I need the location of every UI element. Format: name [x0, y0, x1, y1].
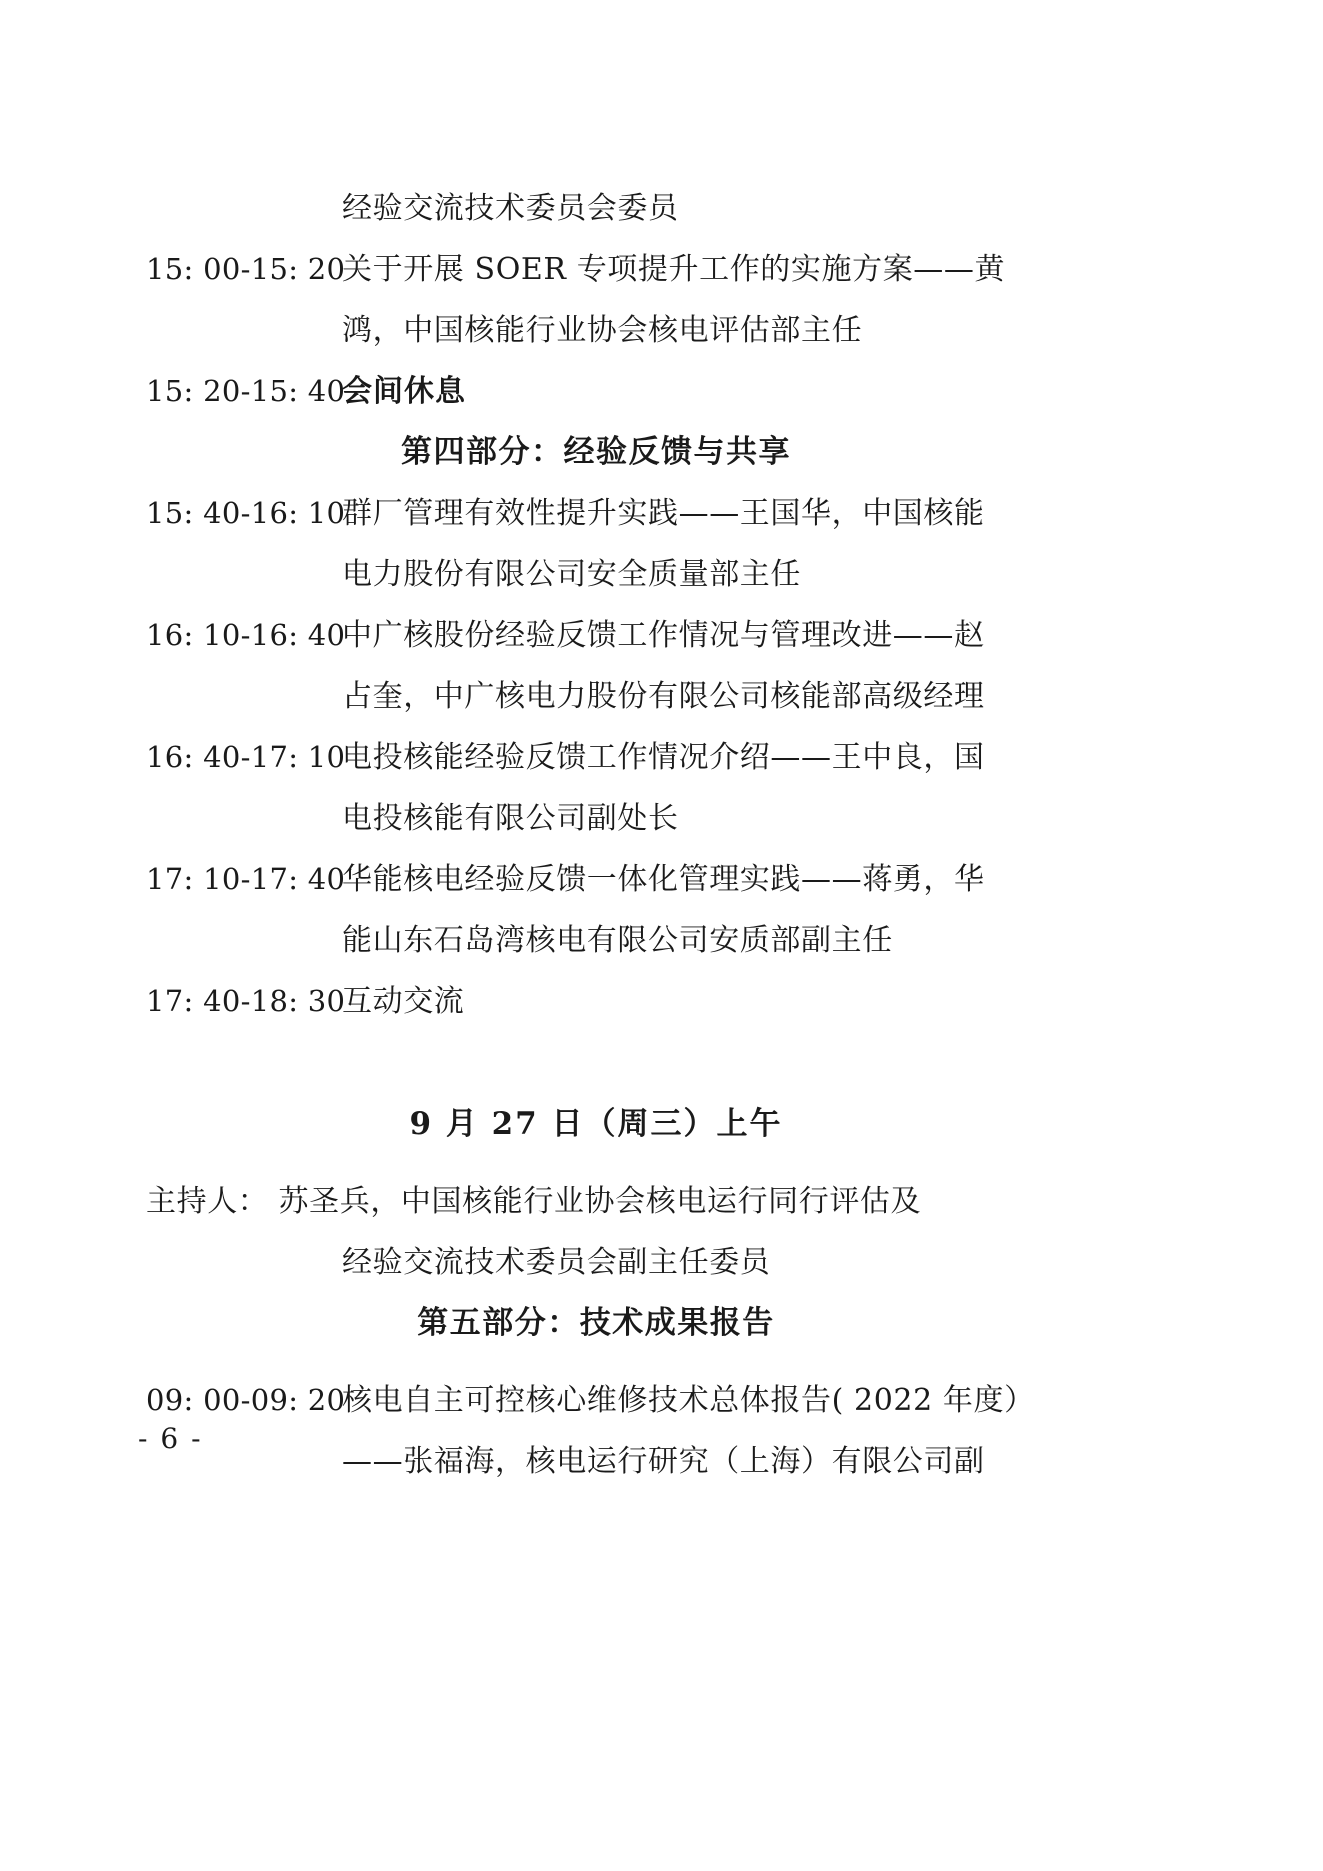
- schedule-title-cont: 电投核能有限公司副处长: [342, 801, 679, 836]
- schedule-title: 互动交流: [342, 984, 465, 1019]
- schedule-title-cont: 占奎，中广核电力股份有限公司核能部高级经理: [342, 679, 985, 714]
- schedule-time: 17: 10-17: 40: [146, 862, 346, 896]
- schedule-title: 关于开展 SOER 专项提升工作的实施方案——黄: [342, 252, 1006, 287]
- page-content: [146, 178, 1046, 1492]
- schedule-title: 核电自主可控核心维修技术总体报告( 2022 年度）: [342, 1383, 1035, 1418]
- schedule-time: 16: 10-16: 40: [146, 618, 346, 652]
- schedule-title: 中广核股份经验反馈工作情况与管理改进——赵: [342, 618, 985, 653]
- schedule-title: 电投核能经验反馈工作情况介绍——王中良，国: [342, 740, 985, 775]
- schedule-row-wrap: [146, 910, 1046, 971]
- schedule-row-wrap: [146, 300, 1046, 361]
- schedule-row-wrap: [146, 666, 1046, 727]
- day-heading: 9 月 27 日（周三）上午: [409, 1106, 783, 1142]
- section-heading-five: 第五部分：技术成果报告: [417, 1305, 775, 1341]
- schedule-time: 15: 00-15: 20: [146, 252, 346, 286]
- schedule-row: [146, 727, 1046, 788]
- schedule-row: [146, 1370, 1046, 1431]
- schedule-time: 15: 20-15: 40: [146, 374, 346, 408]
- schedule-time: 16: 40-17: 10: [146, 740, 346, 774]
- schedule-time: 15: 40-16: 10: [146, 496, 346, 530]
- host-line: 主持人： 苏圣兵，中国核能行业协会核电运行同行评估及: [146, 1184, 922, 1219]
- heading-gap: [146, 1155, 1046, 1171]
- page-number: - 6 -: [138, 1422, 203, 1455]
- schedule-row-wrap: [146, 788, 1046, 849]
- continuation-line: [146, 178, 1046, 239]
- schedule-row: [146, 239, 1046, 300]
- schedule-row-wrap: [146, 1431, 1046, 1492]
- continuation-text: 经验交流技术委员会委员: [342, 191, 679, 226]
- section-gap: [146, 1032, 1046, 1094]
- host-line-cont: 经验交流技术委员会副主任委员: [342, 1245, 771, 1280]
- schedule-row: [146, 849, 1046, 910]
- schedule-title-cont: ——张福海，核电运行研究（上海）有限公司副: [342, 1444, 985, 1479]
- schedule-title: 群厂管理有效性提升实践——王国华，中国核能: [342, 496, 985, 531]
- schedule-title: 华能核电经验反馈一体化管理实践——蒋勇，华: [342, 862, 985, 897]
- schedule-row: [146, 361, 1046, 422]
- schedule-row: [146, 605, 1046, 666]
- schedule-title-cont: 电力股份有限公司安全质量部主任: [342, 557, 801, 592]
- schedule-title-cont: 能山东石岛湾核电有限公司安质部副主任: [342, 923, 893, 958]
- schedule-row: [146, 483, 1046, 544]
- schedule-time: 17: 40-18: 30: [146, 984, 346, 1018]
- schedule-title: 会间休息: [342, 374, 466, 409]
- schedule-time: 09: 00-09: 20: [146, 1383, 346, 1417]
- schedule-title-cont: 鸿，中国核能行业协会核电评估部主任: [342, 313, 863, 348]
- schedule-row-wrap: [146, 544, 1046, 605]
- section-heading-four: 第四部分：经验反馈与共享: [401, 434, 791, 470]
- heading-gap: [146, 1354, 1046, 1370]
- schedule-row: [146, 971, 1046, 1032]
